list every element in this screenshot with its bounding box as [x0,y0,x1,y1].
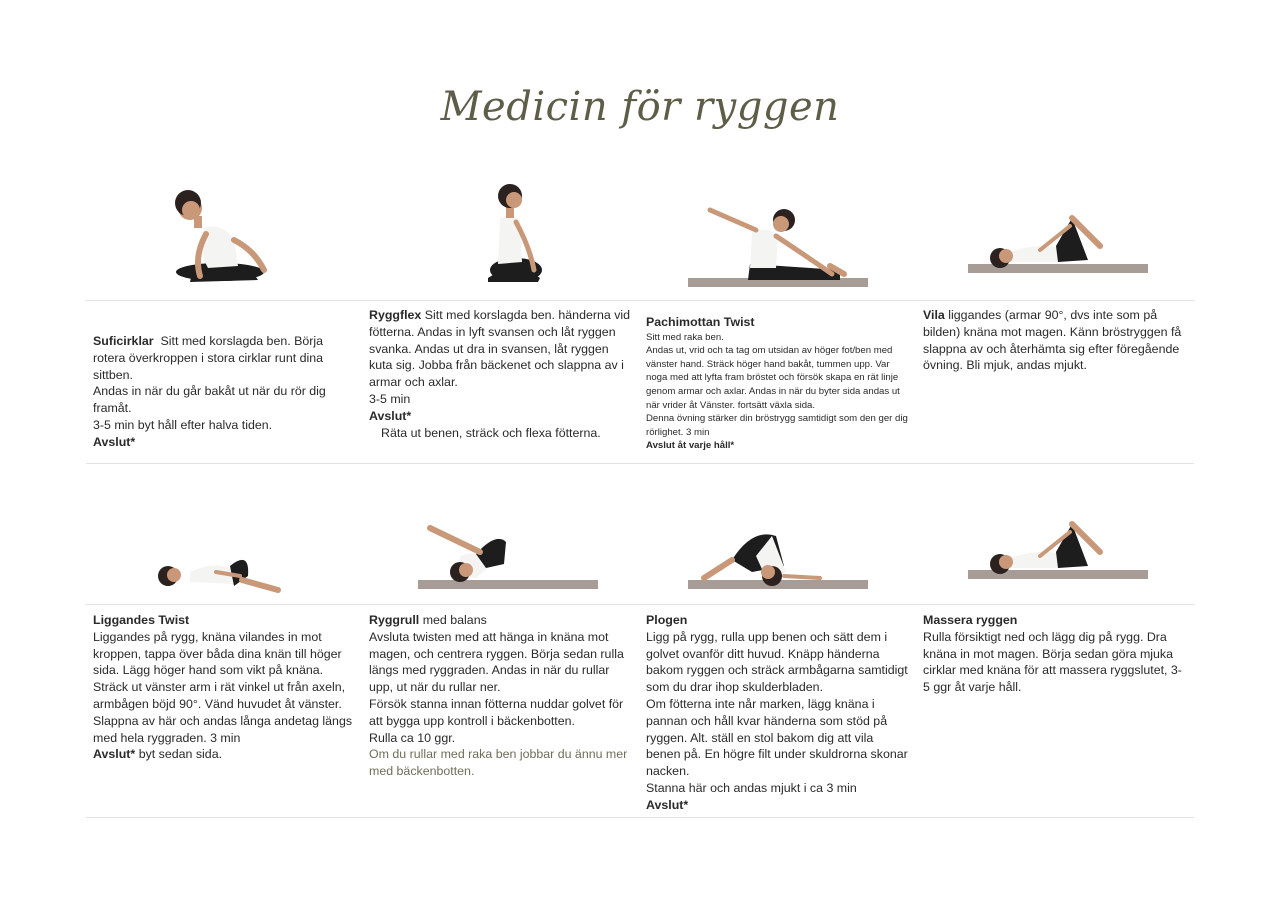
page-title: Medicin för ryggen [440,84,840,130]
exercise-suficirklar [93,333,358,451]
exercise-end: Avslut åt varje håll* [646,440,735,452]
exercise-ryggrull [369,612,634,780]
figure-liggandes-twist [130,480,330,610]
exercise-name: Liggandes Twist [93,613,190,627]
figure-plogen [680,480,880,610]
divider [86,463,1194,464]
exercise-name: Massera ryggen [923,613,1018,627]
exercise-text: liggandes (armar 90°, dvs inte som på bilden) knäna mot magen. Känn bröstryggen få slappna av och återhämta sig efter föregående övning. Bli mjuk, andas mjukt. [923,308,1182,373]
figure-vila [960,170,1160,300]
exercise-pachimottan-twist [646,314,911,453]
exercise-text: Sitt med raka ben. [646,331,724,343]
exercise-note: Om du rullar med raka ben jobbar du ännu mer med bäckenbotten. [369,747,628,779]
exercise-text: Andas ut, vrid och ta tag om utsidan av höger fot/ben med vänster hand. Sträck höger hand bakåt, tummen upp. Var noga med att lyfta fram bröstet och försök skapa en rät linje genom armar och axlar. Andas in när du byter sida andas ut när vrider åt Vänster. fortsätt växla sida. [646,345,900,411]
exercise-name: Plogen [646,613,688,627]
exercise-text: Om fötterna inte når marken, lägg knäna i pannan och håll kvar händerna som stöd på ryggen. Alt. ställ en stol bakom dig att vila benen på. En högre filt under skuldrorna skonar nacken. [646,696,908,779]
figure-massera-ryggen [960,480,1160,610]
exercise-massera-ryggen [923,612,1188,696]
exercise-text: Sitt med korslagda ben. händerna vid fötterna. Andas in lyft svansen och låt ryggen svanka. Andas ut dra in svansen, låt ryggen kuta sig. Jobba från bäckenet och slappna av i armar och axlar. [369,308,631,390]
exercise-text: Avsluta twisten med att hänga in knäna mot magen, och centrera ryggen. Börja sedan rulla längs med ryggraden. Andas in när du rullar upp, ut när du rullar ner. [369,629,624,695]
figure-pachimottan-twist [680,170,880,300]
exercise-ryggflex [369,307,634,441]
exercise-name: Ryggflex [369,308,422,322]
divider [86,300,1194,301]
figure-ryggrull [410,480,610,610]
exercise-text: Liggandes på rygg, knäna vilandes in mot kroppen, tappa över båda dina knän till höger sida. Lägg höger hand som vikt på knäna. Sträck ut vänster arm i rät vinkel ut från axeln, armbågen böjd 90°. Vänd huvudet åt vänster. Slappna av här och andas långa andetag längs med hela ryggraden. 3 min [93,629,353,745]
exercise-liggandes-twist [93,612,358,763]
exercise-plogen [646,612,911,814]
exercise-text: Sitt med korslagda ben. Börja rotera överkroppen i stora cirklar runt dina sittben. [93,334,324,382]
exercise-text: Rulla försiktigt ned och lägg dig på rygg. Dra knäna in mot magen. Börja sedan göra mjuka cirklar med knäna för att massera ryggslutet, 3-5 ggr åt varje håll. [923,629,1182,695]
exercise-text: Ligg på rygg, rulla upp benen och sätt dem i golvet ovanför ditt huvud. Knäpp händerna bakom ryggen och sträck armbågarna samtidigt som du drar ihop skulderbladen. [646,629,908,695]
exercise-text: Rulla ca 10 ggr. [369,730,456,745]
exercise-end: Avslut* [93,747,136,762]
figure-ryggflex [410,170,610,300]
exercise-end: Avslut* [646,797,689,812]
divider [86,817,1194,818]
exercise-text: byt sedan sida. [138,747,223,762]
exercise-text: 3-5 min [369,391,411,406]
exercise-end: Avslut* [369,408,412,423]
exercise-name: Suficirklar [93,334,154,348]
exercise-text: Andas in när du går bakåt ut när du rör dig framåt. [93,384,326,416]
exercise-text: Stanna här och andas mjukt i ca 3 min [646,780,857,795]
exercise-vila [923,307,1188,374]
exercise-text: 3-5 min byt håll efter halva tiden. [93,417,273,432]
exercise-name: Pachimottan Twist [646,315,755,329]
figure-suficirklar [130,170,330,300]
exercise-text: Denna övning stärker din bröstrygg samtidigt som den ger dig rörlighet. 3 min [646,413,908,438]
exercise-end: Avslut* [93,434,136,449]
exercise-name: Vila [923,308,945,322]
divider [86,604,1194,605]
exercise-text: med balans [422,613,487,627]
exercise-text: Försök stanna innan fötterna nuddar golvet för att bygga upp kontroll i bäckenbotten. [369,696,624,728]
exercise-text: Räta ut benen, sträck och flexa fötterna. [381,425,601,440]
exercise-name: Ryggrull [369,613,420,627]
